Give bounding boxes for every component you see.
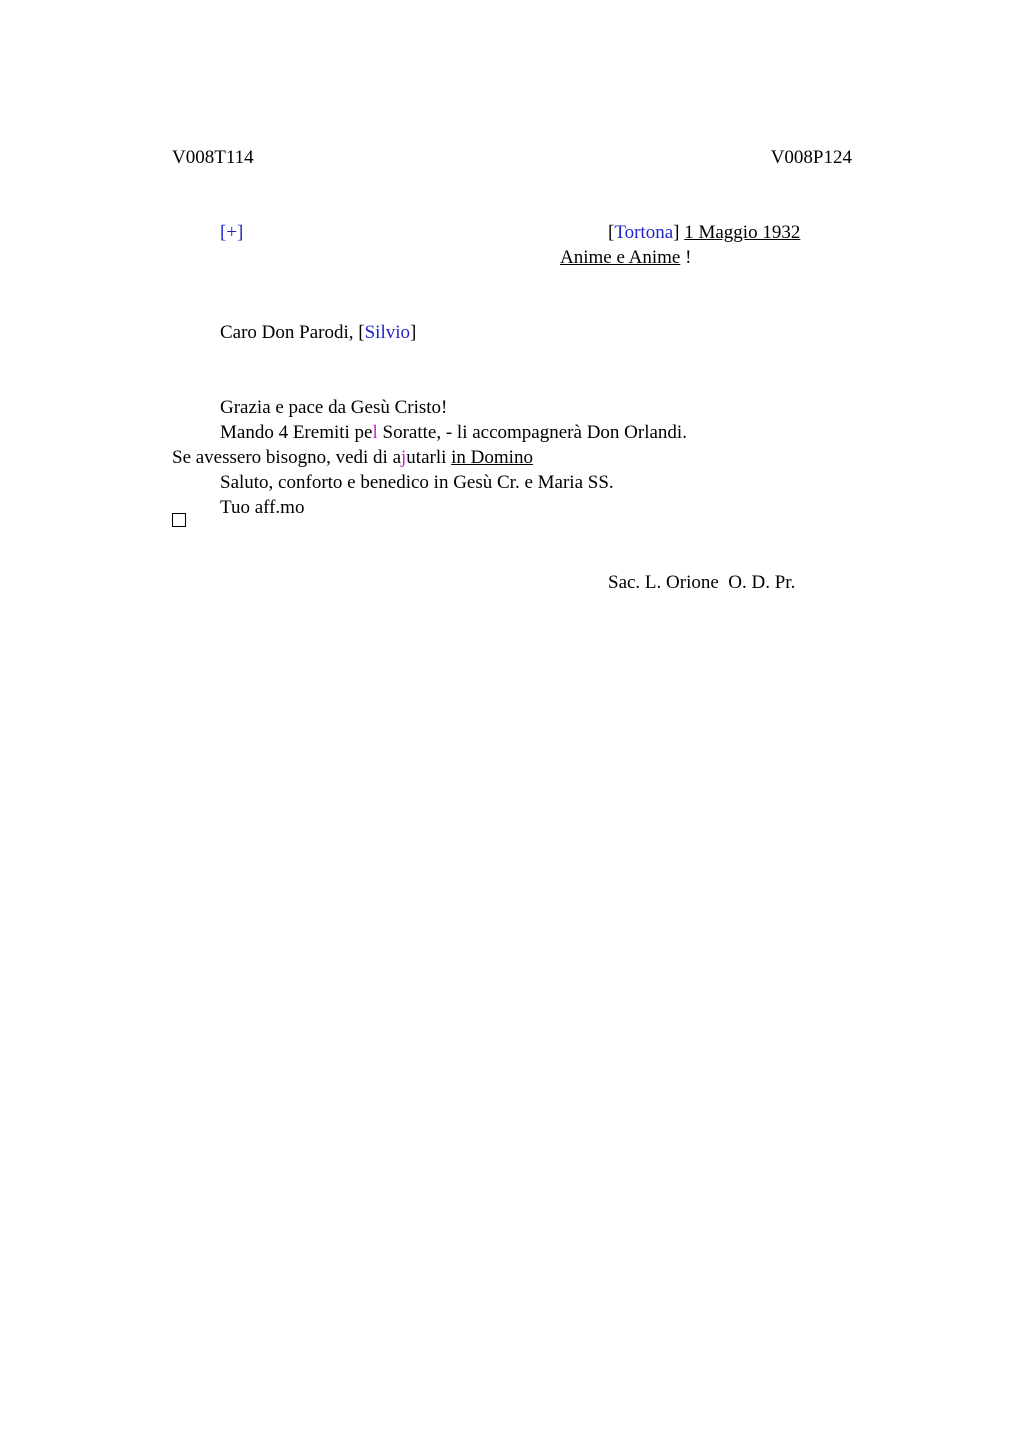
spacer-5 [172,520,852,545]
spacer-1 [172,270,852,295]
place-date [608,220,800,245]
page-header [172,146,852,170]
salutation-prefix: Caro Don Parodi, [ [220,322,365,343]
body-line-3-part-c: utarli [406,447,452,468]
body-line-4: Saluto, conforto e benedico in Gesù Cr. e Maria SS. [220,472,614,493]
motto-wrap [560,245,691,270]
cross-marker-text: [+] [220,222,244,243]
cross-marker [172,220,608,245]
body-line-2 [172,420,852,445]
place-close-bracket: ] [673,222,680,243]
motto-spacer [172,245,560,270]
spacer-6 [172,545,852,570]
header-right-code: V008P124 [770,147,852,168]
spacer-2 [172,295,852,320]
body-line-2-part-b: l [372,422,378,443]
motto-text: Anime e Anime [560,247,681,268]
motto-line [172,245,852,270]
motto-suffix: ! [680,247,692,268]
letter-heading-line [172,220,852,245]
salutation-suffix: ] [410,322,417,343]
body-line-2-part-a: Mando 4 Eremiti pe [220,422,373,443]
salutation-name: Silvio [364,322,410,343]
body-line-3-part-d: in Domino [451,447,533,468]
spacer-4 [172,370,852,395]
signature-line: Sac. L. Orione O. D. Pr. [608,572,796,593]
salutation-line [172,320,852,345]
header-left-code: V008T114 [172,147,254,168]
letter-date: 1 Maggio 1932 [684,222,801,243]
body-line-3-part-b: j [401,447,407,468]
end-of-document-marker [172,513,186,527]
place-name: Tortona [614,222,674,243]
letter-body [172,220,852,595]
body-line-1: Grazia e pace da Gesù Cristo! [220,397,448,418]
body-line-3-part-a: Se avessero bisogno, vedi di a [172,447,402,468]
body-line-5: Tuo aff.mo [220,497,305,518]
body-line-3 [172,445,852,470]
place-open-bracket: [ [608,222,615,243]
spacer-3 [172,345,852,370]
body-line-2-part-c: Soratte, - li accompagnerà Don Orlandi. [377,422,687,443]
